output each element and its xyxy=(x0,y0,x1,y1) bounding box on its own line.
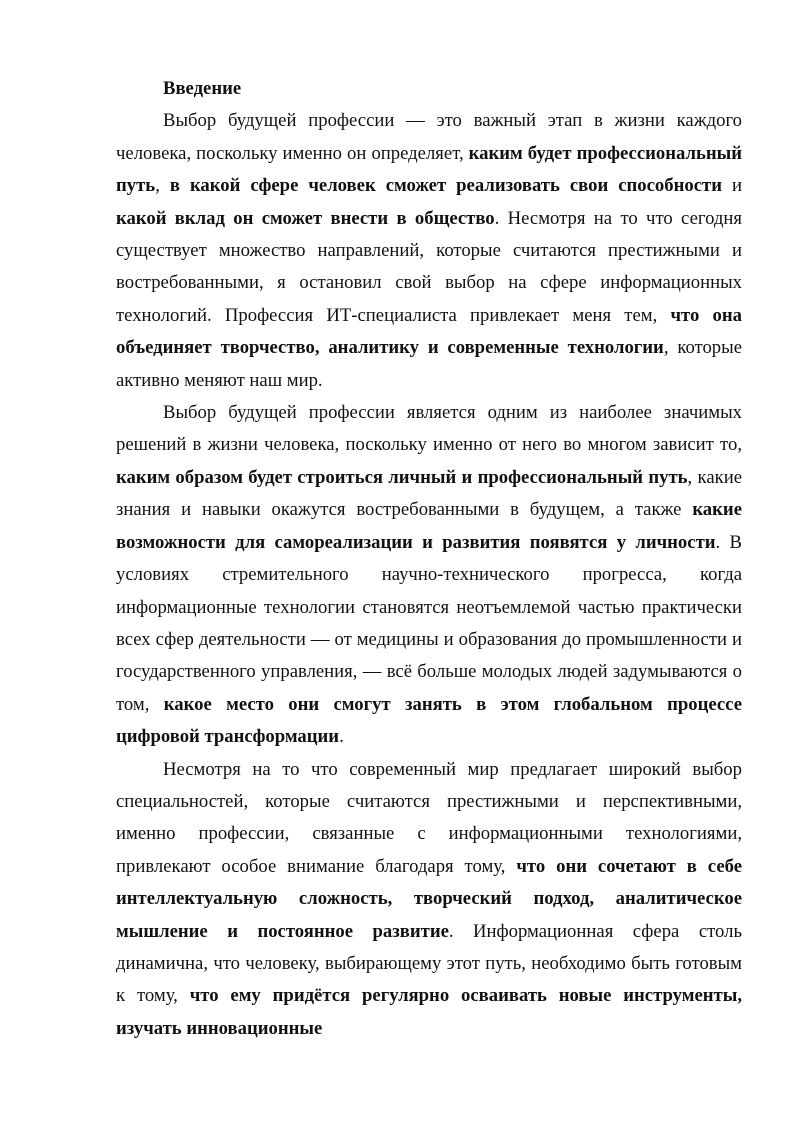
bold-text-run: какие возможности для самореализации и развития появятся у личности xyxy=(116,499,742,553)
text-run: . Информационная сфера столь динамична, что человеку, выбирающему этот путь, необходимо быть готовым к тому, xyxy=(116,920,742,1007)
bold-text-run: каким образом будет строиться личный и профессиональный путь xyxy=(116,466,688,488)
bold-text-run: каким будет профессиональный путь xyxy=(116,142,742,197)
bold-text-run: какой вклад он сможет внести в общество xyxy=(116,207,495,229)
paragraph xyxy=(116,754,742,1046)
document-body xyxy=(116,73,742,1045)
paragraph xyxy=(116,397,742,753)
text-run: и xyxy=(721,175,742,197)
paragraph xyxy=(116,105,742,397)
text-run: . В условиях стремительного научно-технического прогресса, когда информационные технологии становятся неотъемлемой частью практически всех сфер деятельности — от медицины и образования до промышленности и государственного управления, — всё больше молодых людей задумываются о том, xyxy=(116,531,742,715)
text-run: , которые активно меняют наш мир. xyxy=(116,337,742,391)
bold-text-run: в какой сфере человек сможет реализовать свои способности xyxy=(169,175,722,197)
text-run: , xyxy=(155,175,170,197)
bold-text-run: что она объединяет творчество, аналитику и современные технологии xyxy=(116,304,742,359)
text-run: . Несмотря на то что сегодня существует множество направлений, которые считаются престижными и востребованными, я остановил свой выбор на сфере информационных технологий. Профессия ИТ-специалиста привлекает меня тем, xyxy=(116,207,742,326)
bold-text-run: что ему придётся регулярно осваивать новые инструменты, изучать инновационные xyxy=(116,985,742,1039)
bold-text-run: что они сочетают в себе интеллектуальную сложность, творческий подход, аналитическое мышление и постоянное развитие xyxy=(116,855,743,942)
section-heading: Введение xyxy=(163,78,242,99)
text-run: , какие знания и навыки окажутся востребованными в будущем, а также xyxy=(116,466,743,521)
text-run: Несмотря на то что современный мир предлагает широкий выбор специальностей, которые считаются престижными и перспективными, именно профессии, связанные с информационными технологиями, привлекают особое внимание благодаря тому, xyxy=(116,758,742,877)
text-run: . xyxy=(339,726,344,748)
bold-text-run: какое место они смогут занять в этом глобальном процессе цифровой трансформации xyxy=(116,693,742,748)
text-run: Выбор будущей профессии является одним из наиболее значимых решений в жизни человека, поскольку именно от него во многом зависит то, xyxy=(116,402,742,456)
text-run: Выбор будущей профессии — это важный этап в жизни каждого человека, поскольку именно он определяет, xyxy=(116,110,742,164)
